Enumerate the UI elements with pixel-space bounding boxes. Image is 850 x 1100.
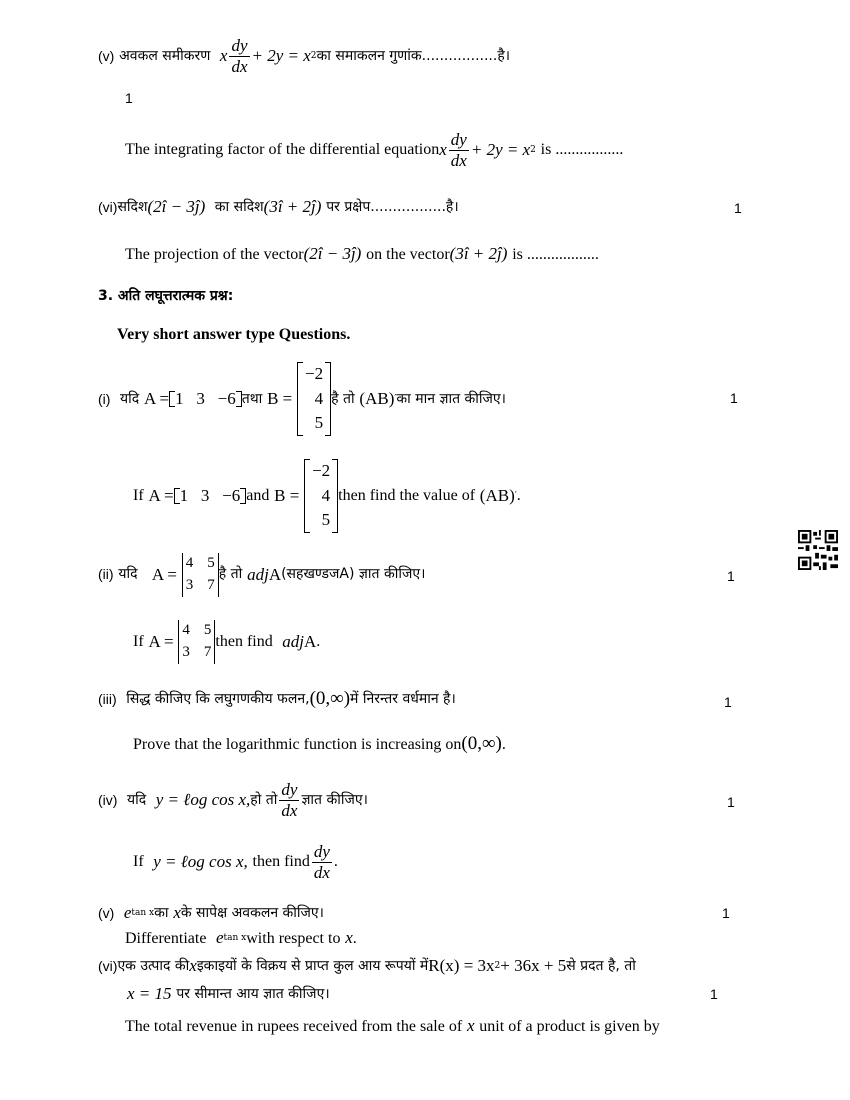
q2v-eq-rest: + 2y = x	[251, 45, 311, 65]
q3iv-yadi: यदि	[126, 791, 147, 808]
q3v-english	[125, 928, 357, 948]
q3vi-hindi	[98, 956, 636, 976]
q2vi-vec2: (3î + 2ĵ)	[263, 197, 322, 216]
q3i-marks: 1	[730, 390, 738, 406]
q3iii-interval: (0,∞)	[309, 688, 351, 709]
q3i-en-then: then find the value of	[338, 487, 476, 505]
q3iv-marks: 1	[727, 794, 735, 810]
q2vi-hindi-post: पर प्रक्षेप.................है।	[326, 198, 459, 215]
q2v-en-x: x	[439, 139, 447, 159]
q2vi-marks: 1	[734, 200, 742, 216]
q2v-en-fraction: $\frac{dy}{dx}$	[450, 130, 467, 170]
q3v-x: x	[173, 903, 181, 922]
q3v-en-post: with respect to	[246, 929, 341, 947]
q3i-en-B-eq: B =	[274, 485, 300, 505]
q3vi-en: The total revenue in rupees received from the sale of	[125, 1017, 463, 1035]
q2vi-english-post: is ..................	[512, 245, 599, 263]
q3ii-en-if: If	[133, 633, 144, 651]
q3ii-en-adj: adj	[282, 631, 305, 651]
q3vi-x15: x = 15	[127, 984, 172, 1003]
q3vi-x: x	[189, 956, 197, 975]
q3v-sup: tan x	[131, 907, 155, 918]
q3ii-adj: adj	[247, 564, 269, 584]
q3i-AB: (AB)	[359, 388, 395, 408]
q3i-matrix-A: 1 3 −6	[169, 389, 242, 409]
section3-heading-hindi: 3. अति लघूत्तरात्मक प्रश्न:	[98, 288, 234, 304]
q2v-english-post: is .................	[540, 141, 624, 159]
q3iii-english	[133, 733, 506, 756]
q3i-tatha: तथा	[241, 390, 263, 407]
q3i-matrix-B: −2 4 5	[297, 362, 331, 436]
q3iv-fraction: $\frac{dy}{dx}$	[281, 780, 298, 820]
q3v-en-pre: Differentiate	[125, 929, 207, 947]
q3iv-hindi	[98, 780, 368, 820]
q2v-hindi-post: का समाकलन गुणांक.................है।	[316, 47, 511, 64]
q3vi-hindi-line2-text: पर सीमान्त आय ज्ञात कीजिए।	[176, 985, 330, 1002]
q3iv-en-end: .	[333, 853, 338, 871]
q3i-hindi	[98, 362, 506, 436]
q3v-en-sup: tan x	[223, 932, 247, 943]
q3i-en-AB: (AB)	[479, 485, 515, 505]
q3iv-label: (iv)	[98, 791, 118, 808]
q3i-en-matrix-B: −2 4 5	[304, 459, 338, 533]
q2vi-en-vec2: (3î + 2ĵ)	[449, 244, 508, 263]
q3i-en-matrix-A: 1 3 −6	[174, 486, 247, 506]
q3vi-hindi-mid: इकाइयों के विक्रय से प्राप्त कुल आय रूपयों में	[196, 957, 429, 974]
q2vi-english	[125, 244, 599, 264]
q3iii-hindi	[98, 688, 456, 711]
q3i-yadi: यदि	[119, 390, 140, 407]
q3i-A-eq: A =	[143, 388, 170, 408]
q3vi-english	[125, 1016, 660, 1036]
q2v-eq-x: x	[219, 45, 228, 65]
q3vi-label: (vi)	[98, 957, 118, 974]
section3-heading-english: Very short answer type Questions.	[117, 326, 351, 343]
q2vi-hindi-w1: सदिश	[117, 198, 148, 215]
q3ii-en-A: A	[304, 631, 317, 651]
q2v-english	[125, 130, 623, 170]
q3i-en-prime: ′	[514, 490, 517, 501]
q3i-en-end: .	[516, 487, 521, 505]
q3i-label: (i)	[98, 390, 111, 407]
q3ii-yadi: यदि	[118, 566, 138, 583]
q3ii-A-eq: A =	[151, 564, 178, 584]
q3v-en-end: .	[352, 929, 357, 947]
q2v-hindi	[98, 36, 510, 76]
q3vi-sup: 2	[494, 960, 501, 971]
q3i-hindi-post2: का मान ज्ञात कीजिए।	[396, 390, 506, 407]
q3ii-label: (ii)	[98, 566, 114, 583]
q3vi-hindi-pre: एक उत्पाद की	[117, 957, 190, 974]
q2v-english-pre: The integrating factor of the differential equation	[125, 141, 440, 159]
q3ii-en-then: then find	[215, 633, 273, 651]
q3iv-english	[133, 842, 338, 882]
q2vi-label: (vi)	[98, 198, 118, 215]
q3v-label: (v)	[98, 904, 115, 921]
q2v-hindi-pre: अवकल समीकरण	[119, 47, 211, 64]
q3iv-en-if: If	[133, 853, 144, 871]
q2vi-hindi	[98, 197, 459, 217]
q3ii-marks: 1	[727, 568, 735, 584]
q3i-english	[133, 459, 521, 533]
q3v-hindi	[98, 903, 324, 923]
q2vi-english-pre: The projection of the vector	[125, 245, 304, 263]
q3i-en-and: and	[246, 487, 270, 505]
q3iv-en-then: then find	[252, 853, 310, 871]
q3i-en-if: If	[133, 487, 144, 505]
q2v-en-sup: 2	[530, 144, 536, 155]
q3iv-ho: हो तो	[250, 791, 278, 808]
q3iii-marks: 1	[724, 694, 732, 710]
q2v-eq-sup: 2	[310, 50, 317, 61]
q3v-hindi-post: के सापेक्ष अवकलन कीजिए।	[180, 904, 324, 921]
q3i-prime: ′	[394, 393, 397, 404]
q3vi-marks: 1	[710, 986, 718, 1002]
q3i-B-eq: B =	[267, 388, 293, 408]
q3vi-hindi-post: से प्रदत है, तो	[566, 957, 636, 974]
q3i-en-A-eq: A =	[148, 485, 174, 505]
q3iv-en-eq: y = ℓog cos x,	[153, 851, 248, 871]
q3vi-R-rest: + 36x + 5	[500, 956, 567, 975]
q2v-label: (v)	[98, 47, 115, 64]
q3i-hindi-post1: है तो	[331, 390, 355, 407]
q3ii-hindi-post: है तो	[218, 566, 243, 583]
q2v-en-rest: + 2y = x	[470, 139, 531, 159]
q3iv-hindi-post: ज्ञात कीजिए।	[301, 791, 368, 808]
q3ii-hindi	[98, 553, 425, 597]
q3v-e: e	[123, 903, 132, 922]
q3ii-determinant: 4 5 3 7	[182, 553, 219, 597]
q3vi-R: R(x) = 3x	[428, 956, 495, 975]
q3iii-hindi-pre: सिद्ध कीजिए कि लघुगणकीय फलन,	[126, 691, 310, 707]
q3ii-en-determinant: 4 5 3 7	[178, 620, 215, 664]
q3vi-en-post: unit of a product is given by	[479, 1017, 660, 1035]
q3vi-hindi-line2	[127, 984, 330, 1004]
q2v-marks: 1	[125, 90, 133, 106]
q3iv-eq: y = ℓog cos x,	[155, 789, 251, 809]
q3iii-en-interval: (0,∞)	[461, 733, 502, 754]
q3iii-hindi-post: में निरन्तर वर्धमान है।	[350, 691, 456, 707]
q3iii-en-end: .	[501, 735, 506, 753]
q3v-en-e: e	[215, 928, 224, 947]
q2vi-hindi-w2: का सदिश	[214, 198, 264, 215]
q3v-marks: 1	[722, 905, 730, 921]
q3iii-en: Prove that the logarithmic function is increasing on	[133, 735, 462, 753]
q3ii-hindi-paren: (सहखण्डजA) ज्ञात कीजिए।	[281, 566, 426, 583]
q3ii-A: A	[268, 564, 282, 584]
q2vi-vec1: (2î − 3ĵ)	[147, 197, 206, 216]
q3iii-label: (iii)	[98, 691, 117, 707]
q3v-en-x: x	[345, 928, 353, 947]
q3ii-en-end: .	[316, 633, 321, 651]
q3ii-en-A-eq: A =	[148, 631, 174, 651]
q2vi-en-vec1: (2î − 3ĵ)	[303, 244, 362, 263]
qr-code-icon	[798, 530, 838, 570]
q3iv-en-fraction: $\frac{dy}{dx}$	[313, 842, 330, 882]
q3vi-en-x: x	[466, 1016, 475, 1035]
q2v-fraction: $\frac{dy}{dx}$	[231, 36, 248, 76]
q3ii-english	[133, 620, 320, 664]
q2vi-english-mid: on the vector	[366, 245, 450, 263]
q3v-ka: का	[154, 904, 169, 921]
